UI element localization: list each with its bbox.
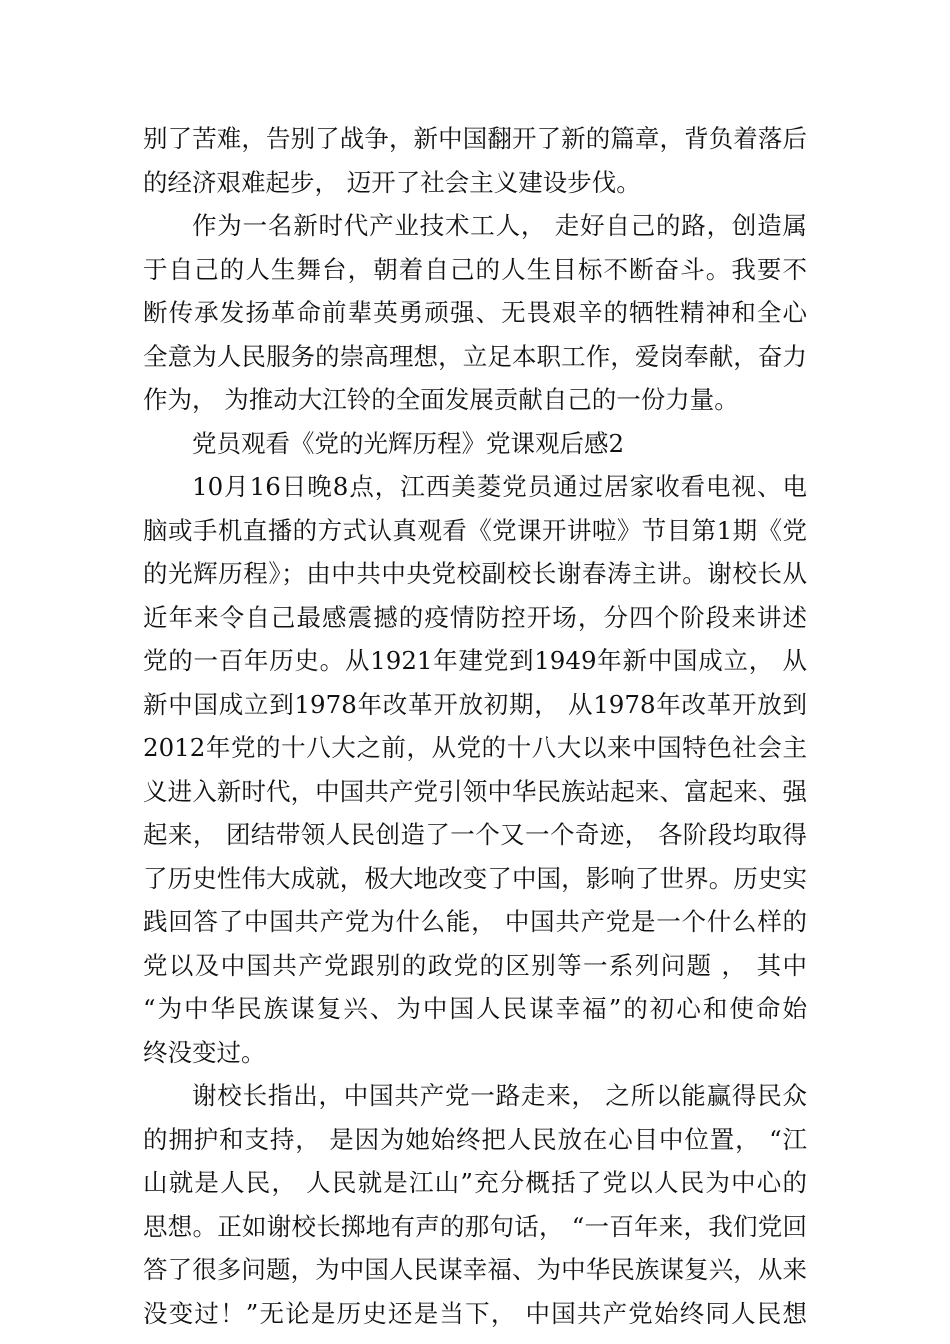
text-line: 起来， 团结带领人民创造了一个又一个奇迹， 各阶段均取得	[143, 820, 807, 849]
text-line: 2012年党的十八大之前，从党的十八大以来中国特色社会主	[143, 733, 807, 762]
text-line: 了历史性伟大成就，极大地改变了中国，影响了世界。历史实	[143, 863, 807, 893]
text-line: 新中国成立到1978年改革开放初期， 从1978年改革开放到	[143, 689, 807, 719]
text-line: 谢校长指出，中国共产党一路走来， 之所以能赢得民众	[192, 1081, 807, 1110]
text-line: 的拥护和支持， 是因为她始终把人民放在心目中位置， “江	[143, 1124, 807, 1154]
text-line: 的光辉历程》；由中共中央党校副校长谢春涛主讲。谢校长从	[143, 559, 807, 588]
document-body	[143, 117, 807, 1335]
text-line: 脑或手机直播的方式认真观看《党课开讲啦》节目第1期《党	[143, 515, 807, 545]
text-line: 作为， 为推动大江铃的全面发展贡献自己的一份力量。	[143, 385, 739, 414]
text-line: 10月16日晚8点，江西美菱党员通过居家收看电视、电	[192, 472, 807, 501]
text-line: 终没变过。	[143, 1037, 266, 1067]
text-line: 党的一百年历史。从1921年建党到1949年新中国成立， 从	[143, 646, 807, 675]
text-line: 于自己的人生舞台，朝着自己的人生目标不断奋斗。我要不	[143, 254, 807, 284]
text-line: 全意为人民服务的崇高理想，立足本职工作，爱岗奉献，奋力	[143, 341, 807, 371]
text-line: 义进入新时代，中国共产党引领中华民族站起来、富起来、强	[143, 776, 807, 806]
text-line: 断传承发扬革命前辈英勇顽强、无畏艰辛的牺牲精神和全心	[143, 298, 807, 327]
text-line: 别了苦难，告别了战争，新中国翻开了新的篇章，背负着落后	[143, 124, 807, 153]
text-line: 没变过！”无论是历史还是当下， 中国共产党始终同人民想	[143, 1298, 807, 1328]
text-line: “为中华民族谋复兴、为中国人民谋幸福”的初心和使命始	[143, 994, 807, 1023]
text-line: 党员观看《党的光辉历程》党课观后感2	[192, 428, 625, 458]
text-line: 山就是人民， 人民就是江山”充分概括了党以人民为中心的	[143, 1168, 807, 1197]
text-line: 作为一名新时代产业技术工人， 走好自己的路，创造属	[192, 211, 807, 240]
text-line: 党以及中国共产党跟别的政党的区别等一系列问题 ， 其中	[143, 950, 807, 980]
text-line: 近年来令自己最感震撼的疫情防控开场，分四个阶段来讲述	[143, 602, 807, 632]
text-line: 践回答了中国共产党为什么能， 中国共产党是一个什么样的	[143, 907, 807, 936]
text-line: 答了很多问题，为中国人民谋幸福、为中华民族谋复兴，从来	[143, 1255, 807, 1284]
text-line: 思想。正如谢校长掷地有声的那句话， “一百年来，我们党回	[143, 1211, 807, 1241]
text-line: 的经济艰难起步， 迈开了社会主义建设步伐。	[143, 167, 641, 197]
